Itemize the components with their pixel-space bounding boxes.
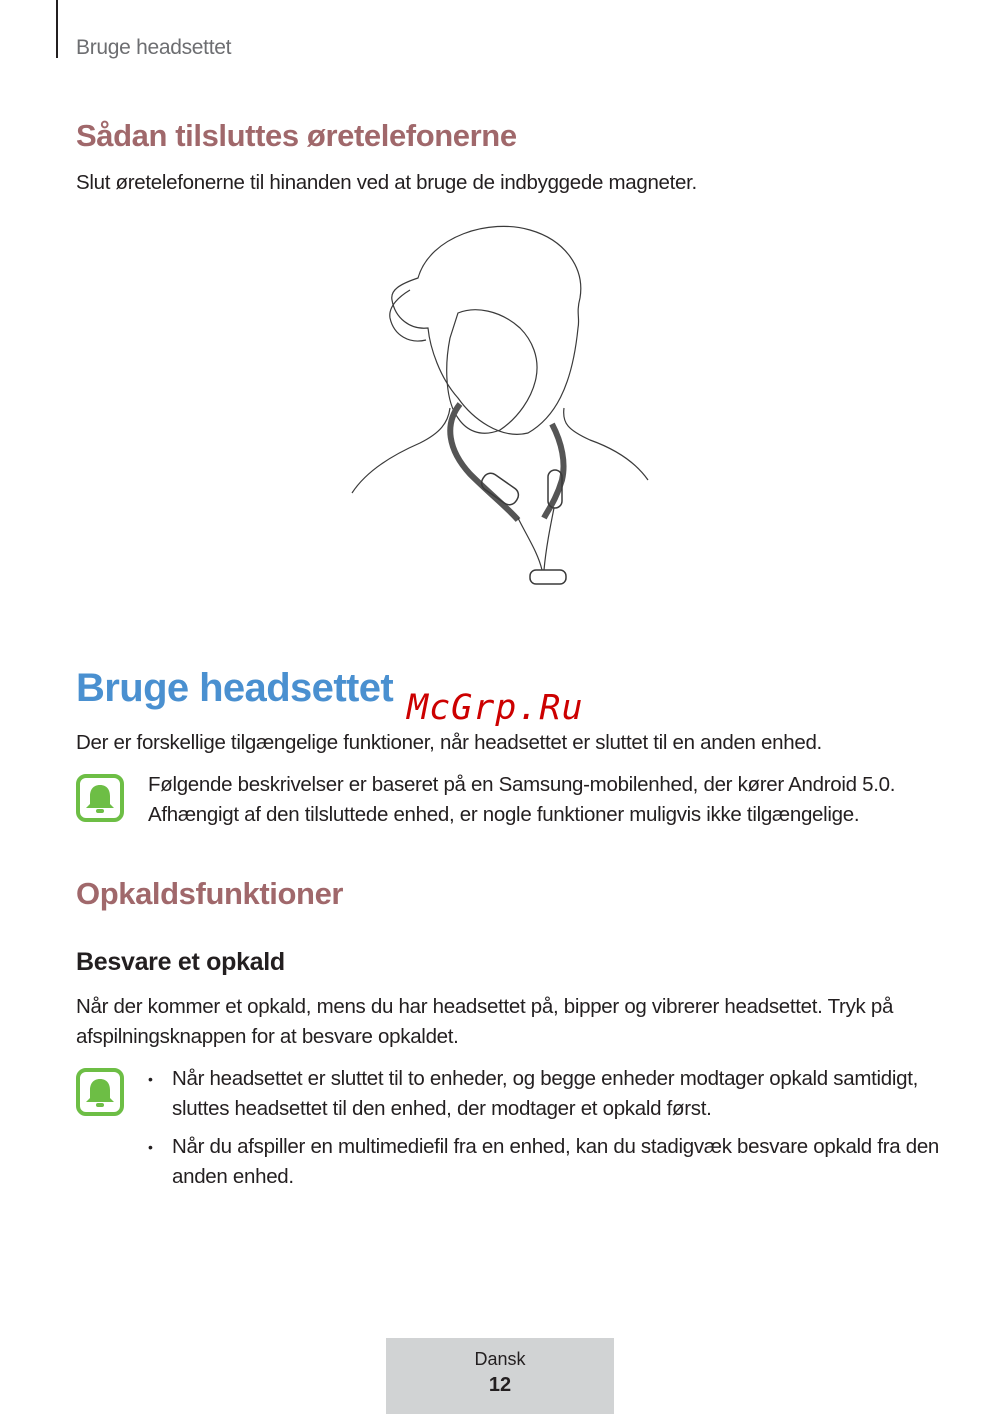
note-bullet-list [148, 1064, 948, 1200]
subsection-body-answer: Når der kommer et opkald, mens du har headsettet på, bipper og vibrerer headsettet. Tryk på afspilningsknappen for at besvare opkaldet. [76, 995, 894, 1048]
bun-outline [390, 290, 426, 341]
running-header: Bruge headsettet [76, 36, 232, 59]
footer-language: Dansk [474, 1349, 526, 1369]
watermark-text: McGrp.Ru [407, 688, 584, 728]
section-title-calls: Opkaldsfunktioner [76, 876, 344, 911]
chapter-title: Bruge headsettet [76, 666, 394, 710]
face-outline [447, 310, 537, 433]
page-footer [386, 1338, 614, 1414]
note-line-2: Afhængigt af den tilsluttede enhed, er nogle funktioner muligvis ikke tilgængelige. [148, 803, 860, 826]
chapter-intro: Der er forskellige tilgængelige funktioner, når headsettet er sluttet til en anden enhed. [76, 731, 822, 754]
page-number: 12 [488, 1374, 512, 1396]
section-title-connect: Sådan tilsluttes øretelefonerne [76, 118, 517, 153]
header-rule [56, 0, 58, 58]
bell-icon [76, 1068, 124, 1116]
list-item: • Når du afspiller en multimediefil fra en enhed, kan du stadigvæk besvare opkald fra den anden enhed. [148, 1132, 948, 1192]
hair-outline [392, 226, 581, 434]
subsection-title-answer: Besvare et opkald [76, 948, 285, 976]
headset-illustration [340, 218, 660, 598]
bell-icon [76, 774, 124, 822]
earbuds [530, 570, 566, 584]
section-body-connect: Slut øretelefonerne til hinanden ved at bruge de indbyggede magneter. [76, 171, 697, 194]
neck-shoulder-right [564, 408, 648, 480]
cable-left [518, 518, 542, 570]
list-item: • Når headsettet er sluttet til to enheder, og begge enheder modtager opkald samtidigt, sluttes headsettet til den enhed, der modtager et opkald først. [148, 1064, 948, 1124]
note-line-1: Følgende beskrivelser er baseret på en Samsung-mobilenhed, der kører Android 5.0. [148, 773, 896, 796]
neck-shoulder-left [352, 408, 450, 493]
